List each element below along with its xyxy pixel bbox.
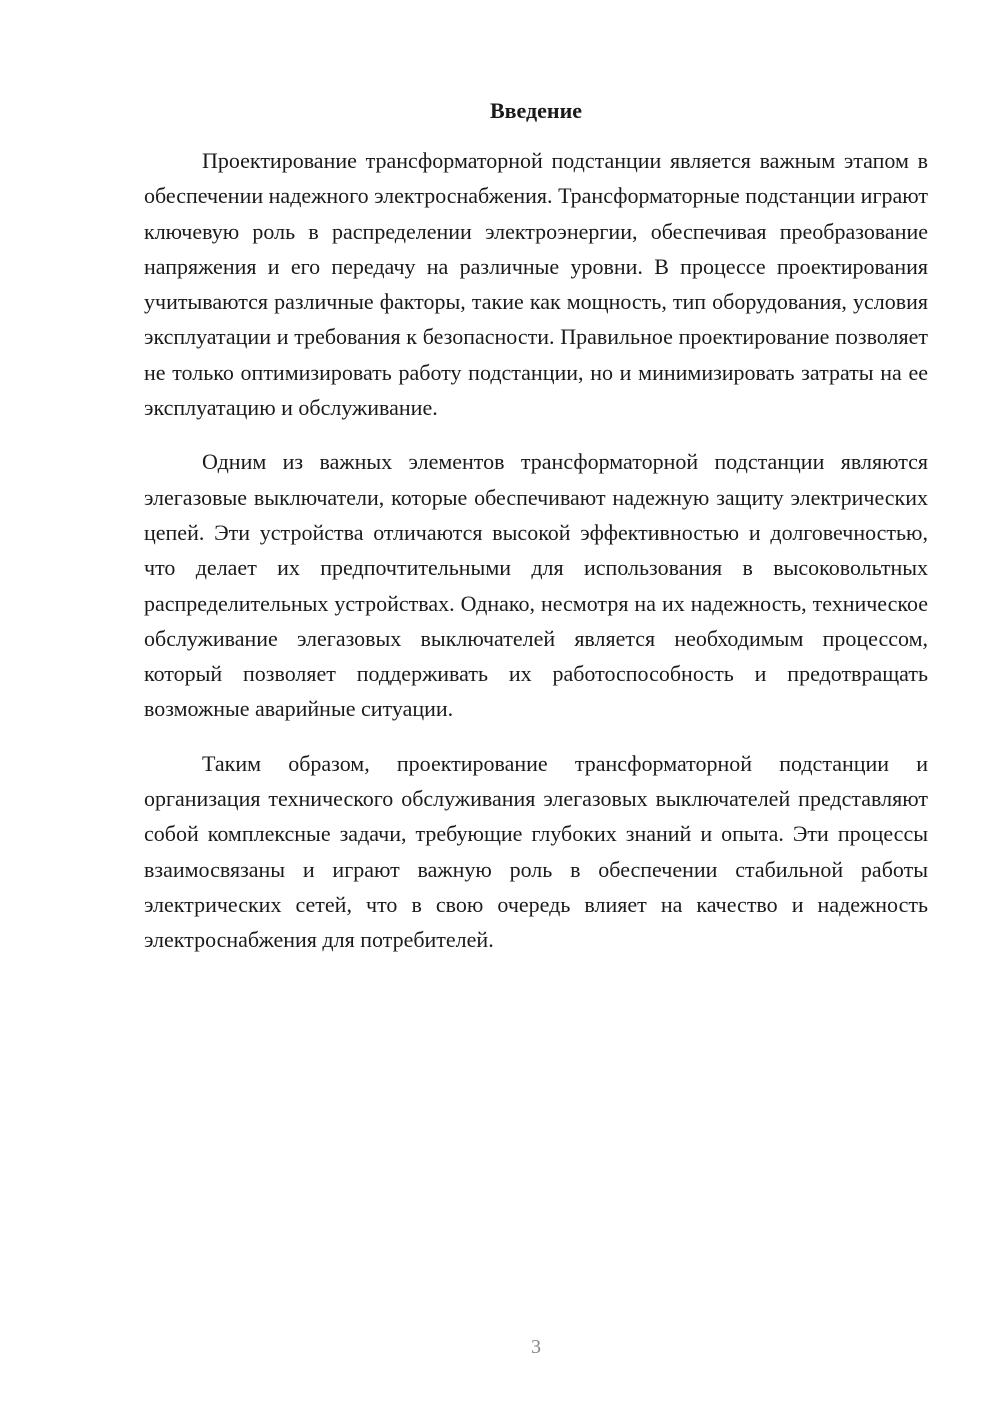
body-text xyxy=(144,143,928,977)
page-number: 3 xyxy=(531,1336,541,1358)
paragraph-1: Проектирование трансформаторной подстанции является важным этапом в обеспечении надежного электроснабжения. Трансформаторные подстанции играют ключевую роль в распределении электроэнергии, обеспечивая преобразование напряжения и его передачу на различные уровни. В процессе проектирования учитываются различные факторы, такие как мощность, тип оборудования, условия эксплуатации и требования к безопасности. Правильное проектирование позволяет не только оптимизировать работу подстанции, но и минимизировать затраты на ее эксплуатацию и обслуживание. xyxy=(144,148,928,421)
paragraph-3: Таким образом, проектирование трансформаторной подстанции и организация технического обслуживания элегазовых выключателей представляют собой комплексные задачи, требующие глубоких знаний и опыта. Эти процессы взаимосвязаны и играют важную роль в обеспечении стабильной работы электрических сетей, что в свою очередь влияет на качество и надежность электроснабжения для потребителей. xyxy=(144,750,928,953)
paragraph-2: Одним из важных элементов трансформаторной подстанции являются элегазовые выключатели, которые обеспечивают надежную защиту электрических цепей. Эти устройства отличаются высокой эффективностью и долговечностью, что делает их предпочтительными для использования в высоковольтных распределительных устройствах. Однако, несмотря на их надежность, техническое обслуживание элегазовых выключателей является необходимым процессом, который позволяет поддерживать их работоспособность и предотвращать возможные аварийные ситуации. xyxy=(144,449,928,722)
section-heading: Введение xyxy=(489,98,583,123)
